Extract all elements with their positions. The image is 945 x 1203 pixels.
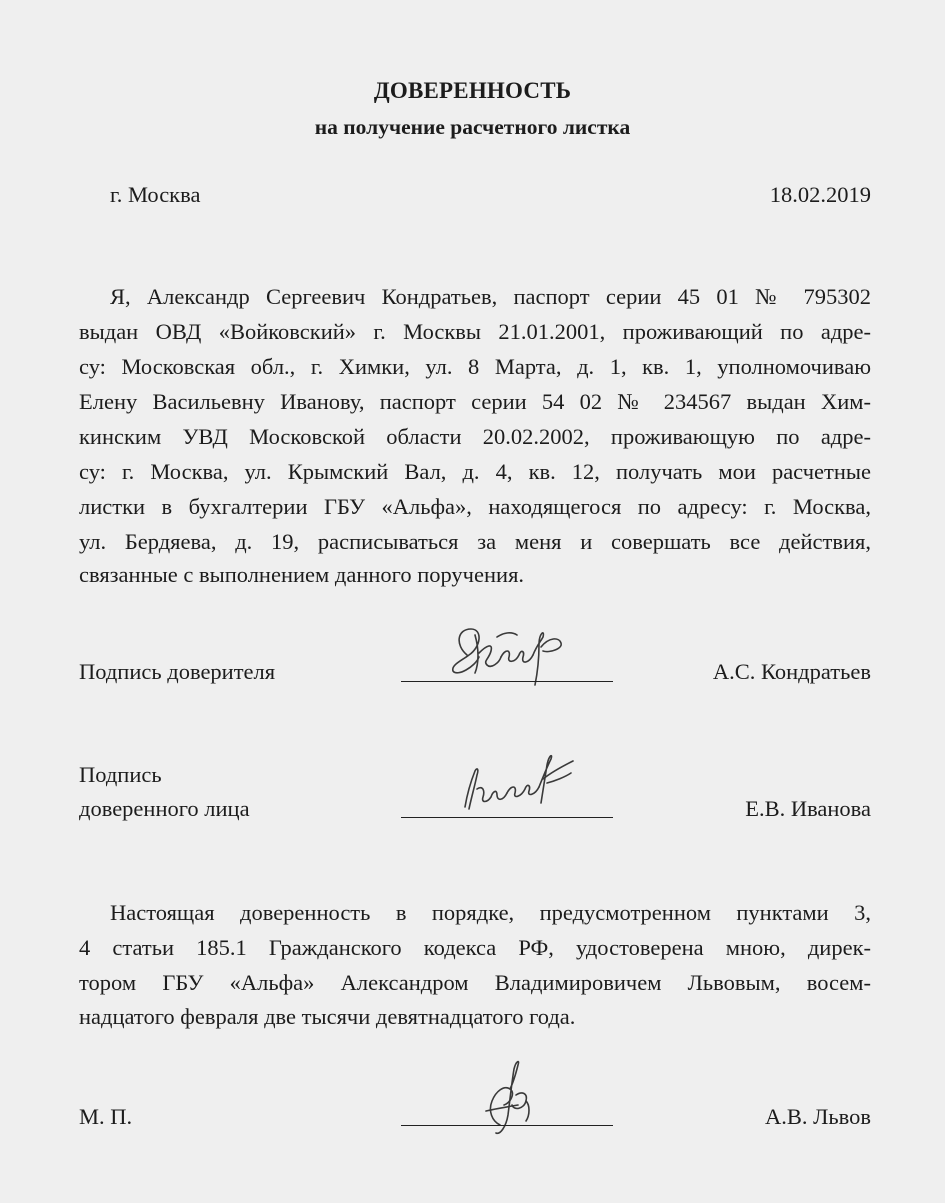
body-line: Я, Александр Сергеевич Кондратьев, паспорт серии 45 01 № 795302 [110,284,871,309]
principal-name: А.С. Кондратьев [712,659,871,684]
certification-line: 4 статьи 185.1 Гражданского кодекса РФ, удостоверена мною, дирек- [79,935,871,960]
body-line: ул. Бердяева, д. 19, расписываться за меня и совершать все действия, [79,529,871,554]
body-line: кинским УВД Московской области 20.02.2002, проживающую по адре- [79,424,871,449]
director-signature-line [401,1125,613,1126]
document-subtitle: на получение расчетного листка [314,115,631,139]
document-title: ДОВЕРЕННОСТЬ [373,78,572,103]
seal-placeholder-label: М. П. [79,1104,133,1129]
certification-line: Настоящая доверенность в порядке, предусмотренном пунктами 3, [110,900,871,925]
principal-signature-line [401,681,613,682]
attorney-signature-image [455,745,585,825]
body-line: Елену Васильевну Иванову, паспорт серии 54 02 № 234567 выдан Хим- [79,389,871,414]
document-date: 18.02.2019 [769,182,871,207]
body-line: су: Московская обл., г. Химки, ул. 8 Марта, д. 1, кв. 1, уполномочиваю [79,354,871,379]
certification-line: тором ГБУ «Альфа» Александром Владимировичем Львовым, восем- [79,970,871,995]
attorney-signature-line [401,817,613,818]
attorney-signature-label-line1: Подпись [79,762,162,787]
body-line: связанные с выполнением данного поручения. [79,562,525,587]
body-line: листки в бухгалтерии ГБУ «Альфа», находящегося по адресу: г. Москва, [79,494,871,519]
director-signature-image [470,1055,560,1145]
body-line: выдан ОВД «Войковский» г. Москвы 21.01.2001, проживающий по адре- [79,319,871,344]
document-city: г. Москва [110,182,201,207]
principal-signature-image [445,615,585,695]
attorney-signature-label-line2: доверенного лица [79,796,250,821]
attorney-name: Е.В. Иванова [745,796,871,821]
body-line: су: г. Москва, ул. Крымский Вал, д. 4, кв. 12, получать мои расчетные [79,459,871,484]
director-name: А.В. Львов [765,1104,871,1129]
certification-line: надцатого февраля две тысячи девятнадцатого года. [79,1004,576,1029]
principal-signature-label: Подпись доверителя [79,659,276,684]
